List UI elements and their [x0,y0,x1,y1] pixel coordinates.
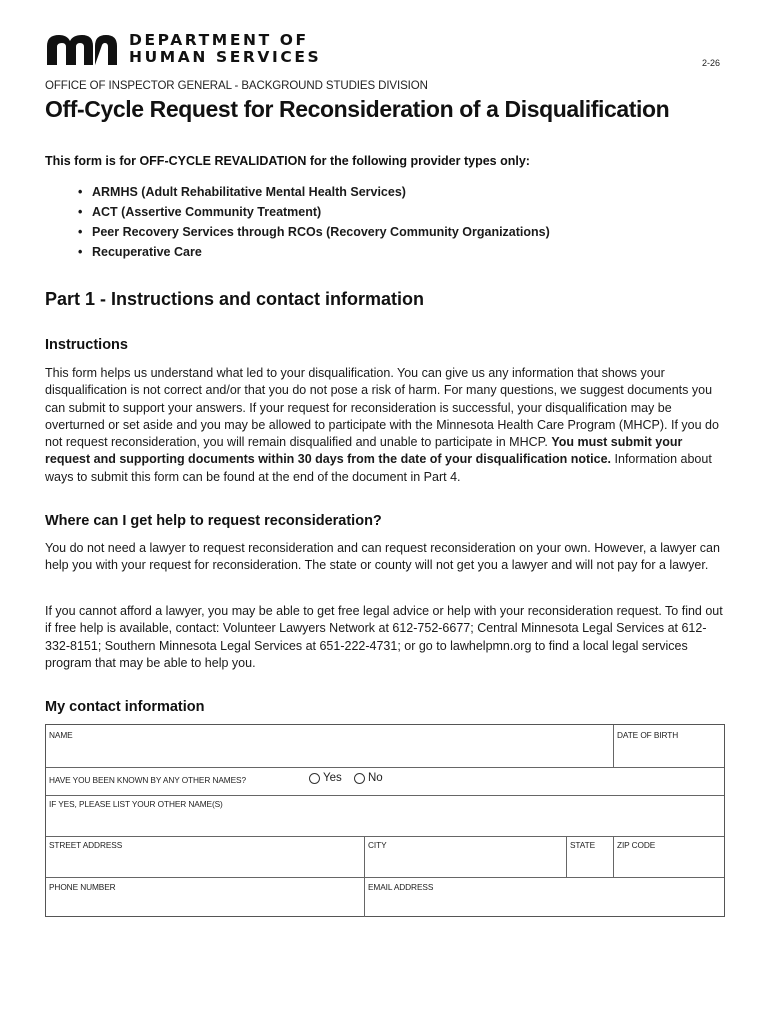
zip-code-field[interactable]: ZIP CODE [617,840,656,850]
email-address-field[interactable]: EMAIL ADDRESS [368,882,434,892]
contact-heading: My contact information [45,699,205,715]
dhs-logo [45,32,321,66]
provider-type-list [78,182,550,262]
form-number: 2-26 [701,58,720,68]
list-item: • ARMHS (Adult Rehabilitative Mental Health Services) [78,182,550,202]
help-heading: Where can I get help to request reconsideration? [45,513,382,529]
name-field[interactable]: NAME [49,730,73,740]
list-item: • Recuperative Care [78,242,550,262]
divider [46,795,724,796]
state-field[interactable]: STATE [570,840,596,850]
instructions-text: This form helps us understand what led to your disqualification. You can give us any information that shows your disqualification is not correct and/or that you do not pose a risk of harm. For many questions, we suggest documents you can submit to support your answers. If your request for reconsideration is successful, your disqualification may be overturned or set aside and you may be allowed to participate with the Minnesota Health Care Program (MHCP). If you do not request reconsideration, you will remain disqualified and unable to participate in MHCP. [45,366,719,450]
instructions-deadline: You must submit your request and supporting documents within 30 days from the date of your disqualification notice. [45,435,683,467]
list-item: • ACT (Assertive Community Treatment) [78,202,550,222]
instructions-paragraph [45,365,725,486]
part1-heading: Part 1 - Instructions and contact information [45,289,425,309]
phone-number-field[interactable]: PHONE NUMBER [49,882,116,892]
divider [613,836,614,877]
divider [566,836,567,877]
radio-empty-icon [354,773,365,784]
no-label: No [368,772,383,784]
divider [613,725,614,767]
mn-logo-icon [45,32,119,66]
list-item: • Peer Recovery Services through RCOs (Recovery Community Organizations) [78,222,550,242]
divider [364,836,365,917]
other-names-field[interactable]: IF YES, PLEASE LIST YOUR OTHER NAME(S) [49,799,223,809]
help-paragraph-1: You do not need a lawyer to request reconsideration and can request reconsideration on your own. However, a lawyer can help you with your request for reconsideration. The state or county will not get you a lawyer and will not pay for a lawyer. [45,541,720,573]
divider [46,767,724,768]
no-radio[interactable] [354,772,383,784]
help-paragraph-2: If you cannot afford a lawyer, you may be able to get free legal advice or help with your reconsideration request. To find out if free help is available, contact: Volunteer Lawyers Network at 612-752-6677; Central Minnesota Legal Services at 612-332-8151; Southern Minnesota Legal Services at 651-222-4731; or go to lawhelpmn.org to find a local legal services program that may be able to help you. [45,604,723,670]
divider [46,877,724,878]
yes-label: Yes [323,772,342,784]
page-title: Off-Cycle Request for Reconsideration of a Disqualification [45,96,670,122]
date-of-birth-field[interactable]: DATE OF BIRTH [617,730,679,740]
yes-radio[interactable] [309,772,342,784]
other-names-question: HAVE YOU BEEN KNOWN BY ANY OTHER NAMES? [49,775,246,785]
intro-text: This form is for OFF-CYCLE REVALIDATION for the following provider types only: [45,154,530,168]
city-field[interactable]: CITY [368,840,387,850]
radio-empty-icon [309,773,320,784]
street-address-field[interactable]: STREET ADDRESS [49,840,123,850]
org-name-line2: HUMAN SERVICES [129,48,322,66]
instructions-heading: Instructions [45,337,128,353]
contact-form [45,724,725,917]
divider [46,836,724,837]
instructions-after: Information about ways to submit this form can be found at the end of the document in Part 4. [45,452,712,484]
office-line: OFFICE OF INSPECTOR GENERAL - BACKGROUND STUDIES DIVISION [45,80,428,92]
org-name-line1: DEPARTMENT OF [129,31,309,49]
org-name [129,32,321,66]
